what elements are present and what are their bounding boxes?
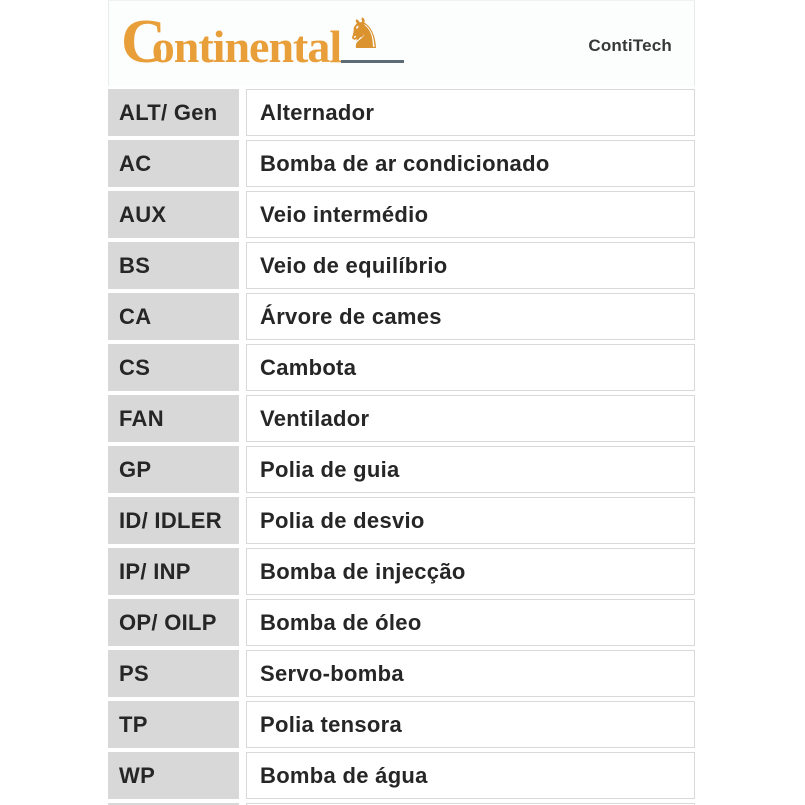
row-desc-cell: Alternador [246, 89, 695, 136]
horse-underline [341, 60, 404, 63]
row-code-cell: PS [108, 650, 239, 697]
row-desc-cell: Polia de desvio [246, 497, 695, 544]
row-code-cell: ALT/ Gen [108, 89, 239, 136]
row-desc-cell: Bomba de água [246, 752, 695, 799]
table-row [108, 599, 695, 646]
table-row [108, 752, 695, 799]
row-desc-cell: Servo-bomba [246, 650, 695, 697]
continental-logo [121, 8, 405, 76]
table-row [108, 242, 695, 289]
row-code-cell: WP [108, 752, 239, 799]
row-desc-cell: Polia de guia [246, 446, 695, 493]
row-desc-cell: Árvore de cames [246, 293, 695, 340]
table-row [108, 650, 695, 697]
row-code-cell: ID/ IDLER [108, 497, 239, 544]
legend-table [108, 89, 695, 805]
table-row [108, 395, 695, 442]
row-desc-cell: Veio de equilíbrio [246, 242, 695, 289]
row-desc-cell: Polia tensora [246, 701, 695, 748]
row-desc-cell: Bomba de ar condicionado [246, 140, 695, 187]
row-desc-cell: Ventilador [246, 395, 695, 442]
table-row [108, 140, 695, 187]
table-row [108, 446, 695, 493]
table-row [108, 497, 695, 544]
row-code-cell: IP/ INP [108, 548, 239, 595]
table-row [108, 548, 695, 595]
continental-wordmark: Continental [121, 8, 342, 76]
brand-header [108, 0, 695, 86]
row-code-cell: GP [108, 446, 239, 493]
contitech-wordmark: ContiTech [588, 35, 672, 55]
row-code-cell: CS [108, 344, 239, 391]
table-row [108, 191, 695, 238]
row-desc-cell: Bomba de óleo [246, 599, 695, 646]
horse-glyph: ♞ [345, 9, 383, 58]
table-row [108, 344, 695, 391]
row-code-cell: TP [108, 701, 239, 748]
table-row [108, 701, 695, 748]
row-code-cell: AUX [108, 191, 239, 238]
row-code-cell: BS [108, 242, 239, 289]
row-desc-cell: Veio intermédio [246, 191, 695, 238]
row-code-cell: CA [108, 293, 239, 340]
table-row [108, 89, 695, 136]
row-desc-cell: Bomba de injecção [246, 548, 695, 595]
row-desc-cell: Cambota [246, 344, 695, 391]
row-code-cell: AC [108, 140, 239, 187]
row-code-cell: FAN [108, 395, 239, 442]
row-code-cell: OP/ OILP [108, 599, 239, 646]
continental-horse-icon [341, 11, 405, 71]
table-row [108, 293, 695, 340]
content-column [108, 0, 695, 805]
